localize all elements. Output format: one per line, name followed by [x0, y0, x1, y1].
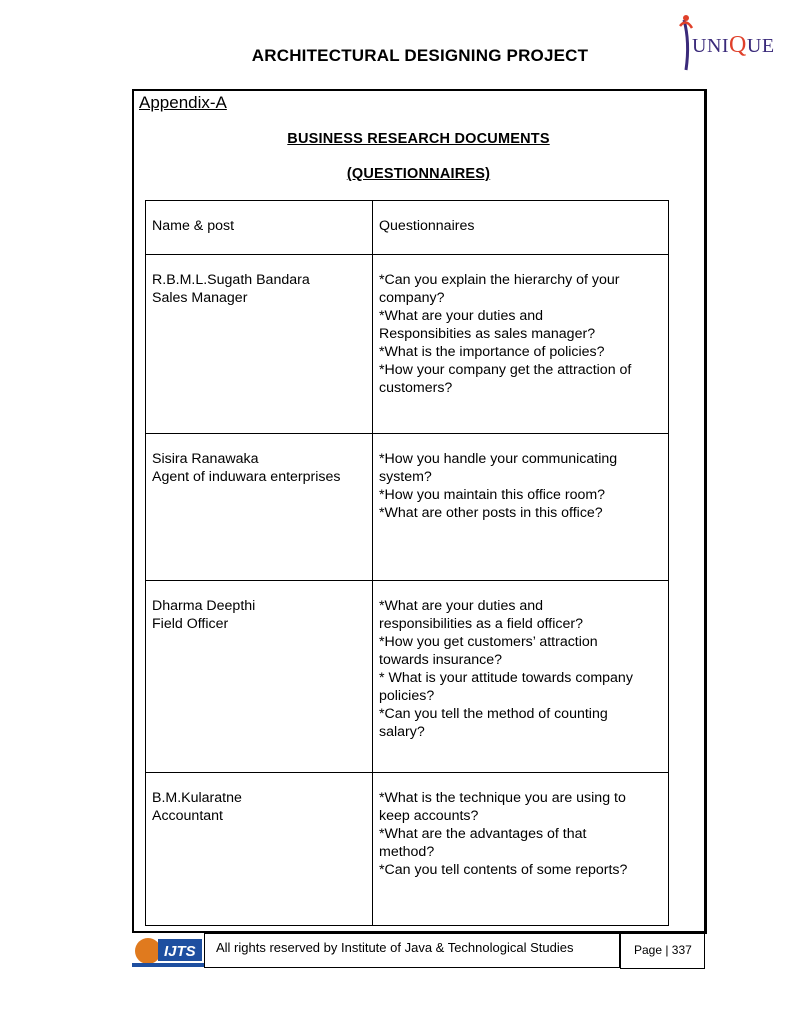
question-line: *What are the advantages of that: [379, 826, 587, 842]
questionnaire-table: [145, 200, 669, 926]
person-name: R.B.M.L.Sugath Bandara: [152, 272, 310, 288]
section-title: BUSINESS RESEARCH DOCUMENTS: [287, 131, 550, 147]
person-name: B.M.Kularatne: [152, 790, 242, 806]
questions-cell: [373, 773, 669, 926]
table-row: [146, 255, 669, 434]
question-line: towards insurance?: [379, 652, 503, 668]
question-line: method?: [379, 844, 435, 860]
person-name: Sisira Ranawaka: [152, 451, 259, 467]
name-cell: [146, 434, 373, 581]
question-line: system?: [379, 469, 432, 485]
table-header-row: [146, 201, 669, 255]
ijts-logo-icon: [132, 933, 204, 969]
question-line: *What is the importance of policies?: [379, 344, 605, 360]
person-post: Accountant: [152, 808, 223, 824]
ijts-logo: [132, 933, 204, 969]
questions-cell: [373, 581, 669, 773]
name-cell: [146, 581, 373, 773]
question-line: responsibilities as a field officer?: [379, 616, 583, 632]
question-line: * What is your attitude towards company: [379, 670, 633, 686]
question-line: company?: [379, 290, 445, 306]
person-post: Agent of induwara enterprises: [152, 469, 341, 485]
question-line: salary?: [379, 724, 425, 740]
person-post: Sales Manager: [152, 290, 248, 306]
questions-cell: [373, 255, 669, 434]
question-line: *What are your duties and: [379, 598, 544, 614]
question-line: *What is the technique you are using to: [379, 790, 626, 806]
name-cell: [146, 255, 373, 434]
question-line: *How your company get the attraction of: [379, 362, 632, 378]
question-line: Responsibities as sales manager?: [379, 326, 596, 342]
table-row: [146, 581, 669, 773]
question-line: *Can you tell contents of some reports?: [379, 862, 628, 878]
questions-cell: [373, 434, 669, 581]
footer-rights: All rights reserved by Institute of Java & Technological Studies: [216, 940, 574, 955]
question-line: *How you maintain this office room?: [379, 487, 606, 503]
header-name-post: Name & post: [146, 201, 373, 255]
question-line: *What are your duties and: [379, 308, 544, 324]
question-line: *How you handle your communicating: [379, 451, 618, 467]
person-post: Field Officer: [152, 616, 229, 632]
question-line: *What are other posts in this office?: [379, 505, 603, 521]
page-number: Page | 337: [634, 943, 692, 957]
logo-wordmark: UNIQUE: [692, 32, 775, 58]
ijts-logo-text: IJTS: [164, 943, 196, 960]
table-row: [146, 434, 669, 581]
question-line: policies?: [379, 688, 435, 704]
section-subtitle: (QUESTIONNAIRES): [346, 166, 491, 182]
unique-logo: [676, 12, 786, 78]
appendix-heading: Appendix-A: [139, 93, 227, 112]
page-title: ARCHITECTURAL DESIGNING PROJECT: [251, 46, 589, 65]
person-name: Dharma Deepthi: [152, 598, 256, 614]
table-row: [146, 773, 669, 926]
question-line: *Can you explain the hierarchy of your: [379, 272, 620, 288]
name-cell: [146, 773, 373, 926]
question-line: *Can you tell the method of counting: [379, 706, 608, 722]
question-line: customers?: [379, 380, 453, 396]
question-line: *How you get customers’ attraction: [379, 634, 598, 650]
question-line: keep accounts?: [379, 808, 479, 824]
header-questionnaires: Questionnaires: [373, 201, 669, 255]
